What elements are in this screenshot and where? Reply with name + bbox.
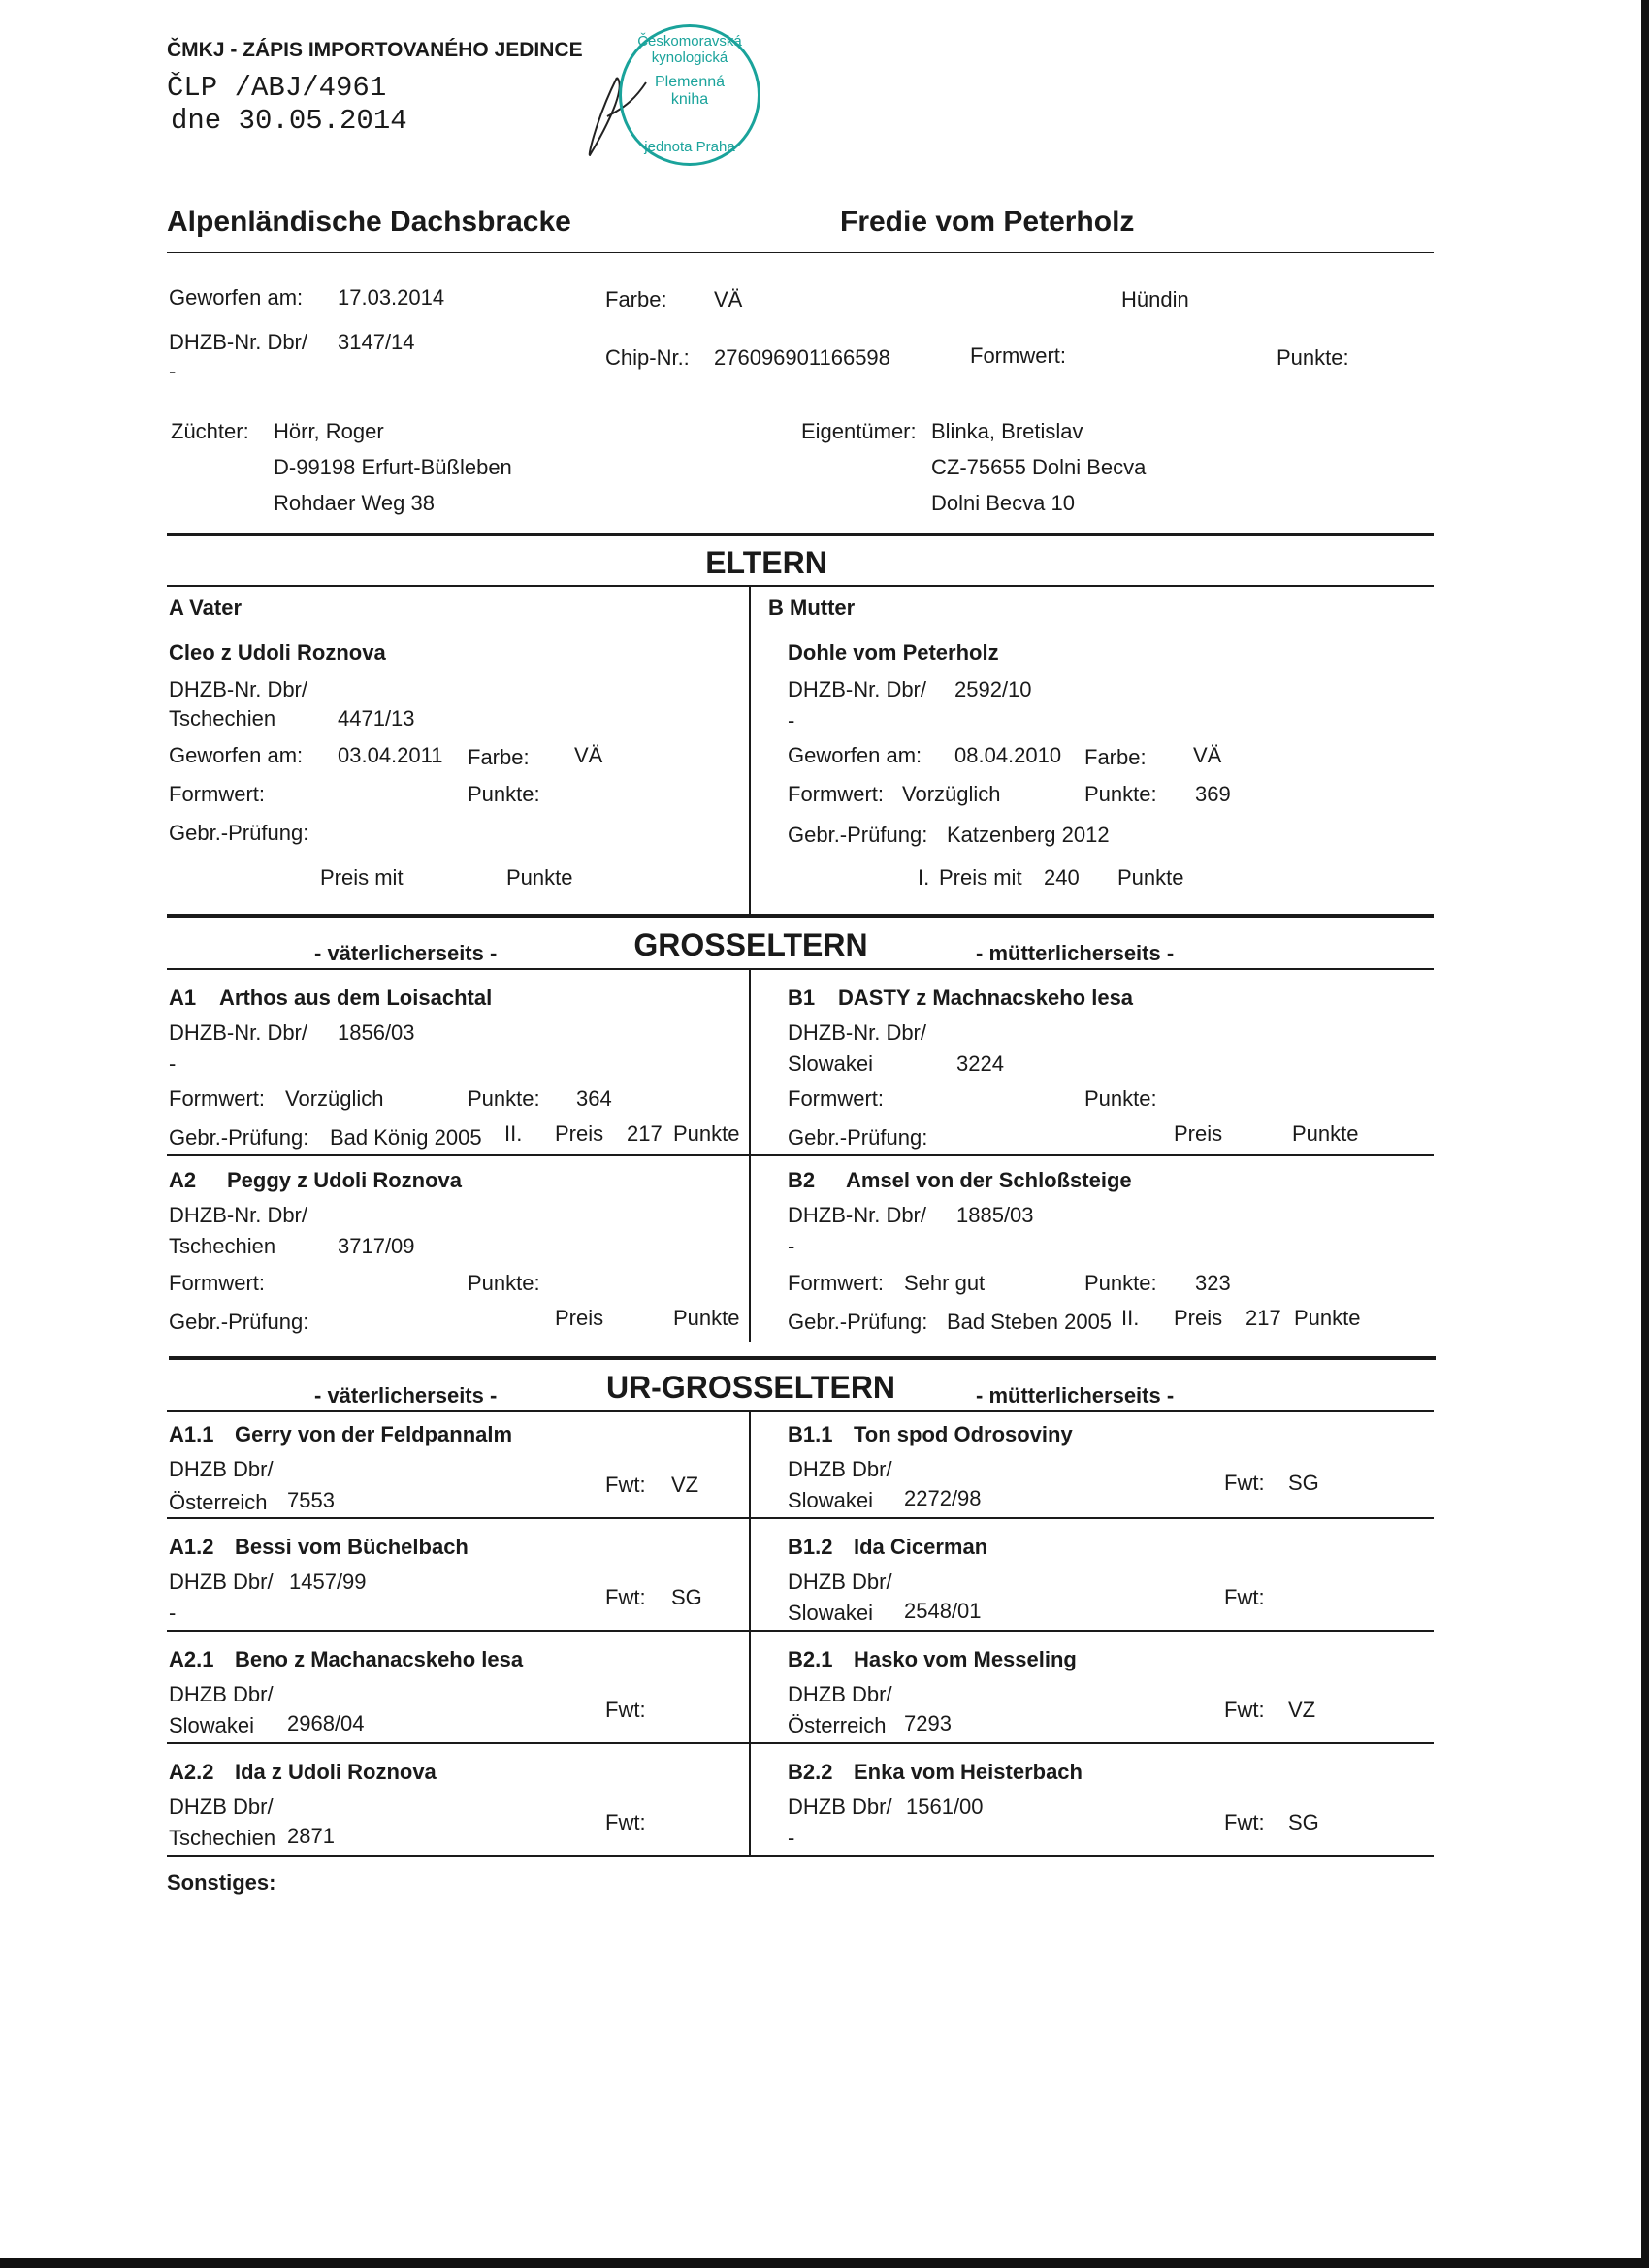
eigentuemer-city: CZ-75655 Dolni Becva (931, 455, 1147, 479)
mutter-farbe: VÄ (1193, 743, 1222, 767)
a1-nr: 1856/03 (338, 1021, 415, 1045)
mutter-formwert: Vorzüglich (902, 782, 1001, 806)
scan-edge-bottom (0, 2258, 1649, 2268)
b2-rank: II. (1121, 1306, 1140, 1330)
vater-preis-label: Preis mit (320, 865, 404, 890)
mutter-dhzb-label: DHZB-Nr. Dbr/ (788, 677, 926, 701)
b1-preis: Preis (1174, 1121, 1223, 1146)
a2-preis-punkte: Punkte (673, 1306, 740, 1330)
vater-farbe: VÄ (574, 743, 603, 767)
b1-preis-punkte: Punkte (1292, 1121, 1359, 1146)
a12-fwt-label: Fwt: (605, 1585, 646, 1609)
dog-farbe-label: Farbe: (605, 287, 667, 311)
b11-dhzb-label: DHZB Dbr/ (788, 1457, 892, 1481)
zuechter-name: Hörr, Roger (274, 419, 384, 443)
vater-formwert-label: Formwert: (169, 782, 265, 806)
eltern-title: ELTERN (705, 545, 827, 580)
urgross-rule-3 (167, 1742, 1434, 1744)
a1-dhzb-label: DHZB-Nr. Dbr/ (169, 1021, 307, 1045)
a12-nr: 1457/99 (289, 1570, 367, 1594)
sonstiges-label: Sonstiges: (167, 1870, 276, 1895)
b1-land: Slowakei (788, 1052, 874, 1076)
a1-code: A1 (169, 986, 197, 1010)
b22-dhzb-label: DHZB Dbr/ (788, 1795, 892, 1819)
b1-gebr-label: Gebr.-Prüfung: (788, 1125, 928, 1150)
b21-dhzb-label: DHZB Dbr/ (788, 1682, 892, 1706)
vater-gebr-label: Gebr.-Prüfung: (169, 821, 309, 845)
b22-dash: - (788, 1826, 795, 1850)
vater-punkte-label: Punkte: (468, 782, 540, 806)
b1-code: B1 (788, 986, 816, 1010)
a1-punkte-label: Punkte: (468, 1086, 540, 1111)
b2-punkte: 323 (1195, 1271, 1231, 1295)
b11-nr: 2272/98 (904, 1486, 982, 1510)
a22-nr: 2871 (287, 1824, 335, 1848)
eigentuemer-label: Eigentümer: (801, 419, 917, 443)
b12-dhzb-label: DHZB Dbr/ (788, 1570, 892, 1594)
breed-title: Alpenländische Dachsbracke (167, 206, 571, 238)
vater-geworfen-label: Geworfen am: (169, 743, 304, 767)
mutter-preis-punkte: Punkte (1117, 865, 1184, 890)
b21-nr: 7293 (904, 1711, 952, 1735)
vater-dhzb-label: DHZB-Nr. Dbr/ (169, 677, 307, 701)
urgross-right-side: - mütterlicherseits - (976, 1383, 1175, 1408)
b22-code: B2.2 (788, 1760, 833, 1784)
b21-code: B2.1 (788, 1647, 833, 1671)
a1-punkte: 364 (576, 1086, 612, 1111)
mutter-farbe-label: Farbe: (1084, 745, 1147, 769)
a1-formwert: Vorzüglich (285, 1086, 384, 1111)
a11-nr: 7553 (287, 1488, 335, 1512)
urgross-title: UR-GROSSELTERN (605, 1370, 896, 1405)
eigentuemer-street: Dolni Becva 10 (931, 491, 1075, 515)
b11-land: Slowakei (788, 1488, 874, 1512)
urgross-rule-1 (167, 1517, 1434, 1519)
dog-geworfen-label: Geworfen am: (169, 285, 304, 309)
dog-sex: Hündin (1121, 287, 1189, 311)
urgross-left-side: - väterlicherseits - (314, 1383, 498, 1408)
b22-nr: 1561/00 (906, 1795, 984, 1819)
b12-fwt-label: Fwt: (1224, 1585, 1265, 1609)
zuechter-city: D-99198 Erfurt-Büßleben (274, 455, 512, 479)
a1-gebr-label: Gebr.-Prüfung: (169, 1125, 309, 1150)
dog-geworfen-value: 17.03.2014 (338, 285, 445, 309)
b2-code: B2 (788, 1168, 816, 1192)
a1-name: Arthos aus dem Loisachtal (219, 986, 493, 1010)
dog-punkte-label: Punkte: (1277, 345, 1349, 370)
registration-heading: ČMKJ - ZÁPIS IMPORTOVANÉHO JEDINCE (167, 39, 583, 61)
mutter-punkte: 369 (1195, 782, 1231, 806)
zuechter-label: Züchter: (171, 419, 249, 443)
vater-preis-punkte: Punkte (506, 865, 573, 890)
vater-nr: 4471/13 (338, 706, 415, 730)
a21-land: Slowakei (169, 1713, 255, 1737)
b1-nr: 3224 (956, 1052, 1004, 1076)
mutter-geworfen-label: Geworfen am: (788, 743, 922, 767)
mutter-name: Dohle vom Peterholz (788, 640, 999, 664)
b11-code: B1.1 (788, 1422, 833, 1446)
eigentuemer-name: Blinka, Bretislav (931, 419, 1083, 443)
dog-name-title: Fredie vom Peterholz (840, 206, 1135, 238)
a2-land: Tschechien (169, 1234, 276, 1258)
b21-fwt-label: Fwt: (1224, 1698, 1265, 1722)
dog-dhzb-value: 3147/14 (338, 330, 415, 354)
mutter-formwert-label: Formwert: (788, 782, 884, 806)
a21-name: Beno z Machanacskeho lesa (235, 1647, 524, 1671)
mutter-preis-rank: I. (918, 865, 930, 890)
a21-dhzb-label: DHZB Dbr/ (169, 1682, 274, 1706)
a1-preis: Preis (555, 1121, 604, 1146)
mutter-dash: - (788, 708, 795, 732)
mutter-preis-label: Preis mit (939, 865, 1022, 890)
b2-gebr: Bad Steben 2005 (947, 1310, 1113, 1334)
a2-gebr-label: Gebr.-Prüfung: (169, 1310, 309, 1334)
a1-formwert-label: Formwert: (169, 1086, 265, 1111)
b1-name: DASTY z Machnacskeho lesa (838, 986, 1134, 1010)
b2-preis: Preis (1174, 1306, 1223, 1330)
b12-nr: 2548/01 (904, 1599, 982, 1623)
dog-chip-label: Chip-Nr.: (605, 345, 690, 370)
vater-land: Tschechien (169, 706, 276, 730)
a2-punkte-label: Punkte: (468, 1271, 540, 1295)
grosseltern-left-side: - väterlicherseits - (314, 941, 498, 965)
eltern-top-rule (167, 533, 1434, 536)
urgross-rule-2 (167, 1630, 1434, 1632)
b11-fwt-label: Fwt: (1224, 1471, 1265, 1495)
a22-code: A2.2 (169, 1760, 214, 1784)
a12-code: A1.2 (169, 1535, 214, 1559)
vater-farbe-label: Farbe: (468, 745, 530, 769)
b2-nr: 1885/03 (956, 1203, 1034, 1227)
a1-preis-value: 217 (627, 1121, 663, 1146)
a22-dhzb-label: DHZB Dbr/ (169, 1795, 274, 1819)
registration-date: dne 30.05.2014 (171, 105, 407, 137)
title-rule (167, 252, 1434, 253)
dog-dhzb-label: DHZB-Nr. Dbr/ (169, 330, 307, 354)
b22-fwt: SG (1288, 1810, 1319, 1834)
dog-formwert-label: Formwert: (970, 343, 1066, 368)
b22-fwt-label: Fwt: (1224, 1810, 1265, 1834)
dog-dhzb-suffix: - (169, 359, 177, 383)
a2-dhzb-label: DHZB-Nr. Dbr/ (169, 1203, 307, 1227)
dog-chip-value: 276096901166598 (714, 345, 890, 370)
a22-name: Ida z Udoli Roznova (235, 1760, 436, 1784)
b2-dhzb-label: DHZB-Nr. Dbr/ (788, 1203, 926, 1227)
b21-name: Hasko vom Messeling (854, 1647, 1077, 1671)
a12-dash: - (169, 1601, 177, 1625)
a1-preis-punkte: Punkte (673, 1121, 740, 1146)
a2-formwert-label: Formwert: (169, 1271, 265, 1295)
grosseltern-header-rule (167, 968, 1434, 970)
mutter-heading: B Mutter (768, 596, 856, 620)
a22-fwt-label: Fwt: (605, 1810, 646, 1834)
urgross-divider (749, 1411, 751, 1856)
mutter-gebr-label: Gebr.-Prüfung: (788, 823, 928, 847)
a11-dhzb-label: DHZB Dbr/ (169, 1457, 274, 1481)
b2-name: Amsel von der Schloßsteige (846, 1168, 1132, 1192)
urgross-header-rule (167, 1410, 1434, 1412)
a1-rank: II. (504, 1121, 523, 1146)
b2-preis-punkte: Punkte (1294, 1306, 1361, 1330)
scan-edge-right (1641, 0, 1649, 2268)
grosseltern-right-side: - mütterlicherseits - (976, 941, 1175, 965)
kennel-club-stamp: Českomoravská kynologická Plemenná kniha jednota Praha (619, 24, 760, 166)
a21-code: A2.1 (169, 1647, 214, 1671)
a22-land: Tschechien (169, 1826, 276, 1850)
a1-dash: - (169, 1052, 177, 1076)
a1-gebr: Bad König 2005 (330, 1125, 482, 1150)
registration-number: ČLP /ABJ/4961 (167, 72, 387, 104)
b2-dash: - (788, 1234, 795, 1258)
urgross-top-rule (169, 1356, 1436, 1360)
b1-punkte-label: Punkte: (1084, 1086, 1157, 1111)
a21-fwt-label: Fwt: (605, 1698, 646, 1722)
grosseltern-top-rule (167, 914, 1434, 918)
b1-formwert-label: Formwert: (788, 1086, 884, 1111)
mutter-preis-value: 240 (1044, 865, 1080, 890)
a2-name: Peggy z Udoli Roznova (227, 1168, 463, 1192)
a12-fwt: SG (671, 1585, 702, 1609)
a11-fwt: VZ (671, 1473, 699, 1497)
a11-name: Gerry von der Feldpannalm (235, 1422, 513, 1446)
a2-code: A2 (169, 1168, 197, 1192)
b2-formwert: Sehr gut (904, 1271, 986, 1295)
b2-punkte-label: Punkte: (1084, 1271, 1157, 1295)
eltern-divider (749, 586, 751, 916)
mutter-nr: 2592/10 (954, 677, 1032, 701)
grosseltern-title: GROSSELTERN (633, 927, 868, 962)
b22-name: Enka vom Heisterbach (854, 1760, 1083, 1784)
vater-heading: A Vater (169, 596, 242, 620)
a11-code: A1.1 (169, 1422, 214, 1446)
mutter-punkte-label: Punkte: (1084, 782, 1157, 806)
a11-land: Österreich (169, 1490, 268, 1514)
b2-gebr-label: Gebr.-Prüfung: (788, 1310, 928, 1334)
b2-formwert-label: Formwert: (788, 1271, 884, 1295)
a12-name: Bessi vom Büchelbach (235, 1535, 469, 1559)
b11-name: Ton spod Odrosoviny (854, 1422, 1073, 1446)
b12-name: Ida Cicerman (854, 1535, 988, 1559)
a12-dhzb-label: DHZB Dbr/ (169, 1570, 274, 1594)
vater-geworfen: 03.04.2011 (338, 743, 443, 767)
mutter-geworfen: 08.04.2010 (954, 743, 1062, 767)
vater-name: Cleo z Udoli Roznova (169, 640, 386, 664)
b11-fwt: SG (1288, 1471, 1319, 1495)
a11-fwt-label: Fwt: (605, 1473, 646, 1497)
b2-preis-value: 217 (1245, 1306, 1281, 1330)
a2-nr: 3717/09 (338, 1234, 415, 1258)
a2-preis: Preis (555, 1306, 604, 1330)
b12-land: Slowakei (788, 1601, 874, 1625)
b12-code: B1.2 (788, 1535, 833, 1559)
grosseltern-mid-rule (167, 1154, 1434, 1156)
mutter-gebr: Katzenberg 2012 (947, 823, 1110, 847)
b21-land: Österreich (788, 1713, 887, 1737)
eltern-header-rule (167, 585, 1434, 587)
zuechter-street: Rohdaer Weg 38 (274, 491, 435, 515)
urgross-bottom-rule (167, 1855, 1434, 1857)
a21-nr: 2968/04 (287, 1711, 365, 1735)
dog-farbe-value: VÄ (714, 287, 743, 311)
b1-dhzb-label: DHZB-Nr. Dbr/ (788, 1021, 926, 1045)
b21-fwt: VZ (1288, 1698, 1316, 1722)
